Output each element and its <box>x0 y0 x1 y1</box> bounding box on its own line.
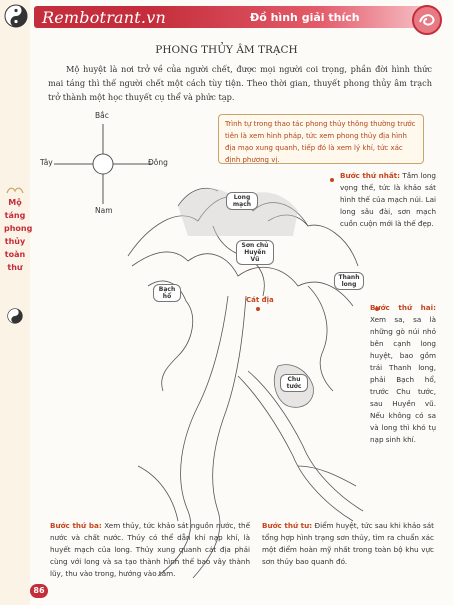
cloud-ornament-icon <box>6 185 24 195</box>
step4-text: Điểm huyệt, tức sau khi khảo sát tổng hợp hình trạng sơn thủy, tìm ra chuẩn xác một điểm hoàn mỹ nhất trong toàn bộ khu vực sơn thủy bao quanh đó. <box>262 521 434 566</box>
step4-pointer <box>256 307 260 311</box>
book-title-line: Mộ <box>8 198 22 207</box>
book-title-line: toàn <box>4 250 26 259</box>
step1-pointer <box>330 178 334 182</box>
step3-title: Bước thứ ba: <box>50 521 102 530</box>
label-cat-dia: Cát địa <box>246 296 274 304</box>
step1-text: Tầm long vọng thế, tức là khảo sát hình thế của mạch núi. Lai long sâu đài, sơn mạch cuồn cuộn mới là thế đẹp. <box>340 171 436 228</box>
label-thanh-long: Thanh long <box>334 272 364 290</box>
procedure-callout: Trình tự trong thao tác phong thủy thông thường trước tiên là xem hình pháp, tức xem phong thủy địa hình địa mạo xung quanh, tiếp đó là xem lý khí, tức xác định phương vị. <box>218 114 424 164</box>
intro-paragraph: Mộ huyệt là nơi trở về của người chết, được mọi người coi trọng, phần đời hình thức mai táng thì thế người chết một cách tùy tiện. Theo thời gian, thuyết phong thủy âm trạch trở thành một học thuyết cụ thể và phức tạp. <box>48 64 432 102</box>
step3-text: Xem thủy, tức khảo sát nguồn nước, thế nước và chất nước. Thủy có thể dẫn khí nạp khí, là huyết mạch của long. Thủy xung quanh cát địa phải cùng với long và sa tạo thành hình thế bao vây thành lũy, thu vào trong, hướng vào tâm. <box>50 521 250 578</box>
yin-yang-icon <box>4 4 28 28</box>
label-long-mach: Long mạch <box>226 192 258 210</box>
book-title-line: thủy <box>4 237 26 246</box>
section-title: Đồ hình giải thích <box>250 11 360 24</box>
compass-south-label: Nam <box>95 206 113 215</box>
label-bach-ho: Bạch hổ <box>153 284 181 302</box>
page-number: 86 <box>30 584 48 598</box>
step1-title: Bước thứ nhất: <box>340 171 400 180</box>
label-son-chu: Sơn chủ Huyền Vũ <box>236 240 274 265</box>
label-chu-tuoc: Chu tước <box>280 374 308 392</box>
step3-block <box>50 520 250 580</box>
step4-block <box>262 520 434 568</box>
step2-text: Xem sa, sa là những gò núi nhỏ bên cạnh long huyệt, bao gồm trái Thanh long, phải Bạch hổ, trước Chu tước, sau Huyền vũ. Nếu không có sa và long thì khó tụ nạp sinh khí. <box>370 315 436 444</box>
step4-title: Bước thứ tư: <box>262 521 313 530</box>
page-title: PHONG THỦY ÂM TRẠCH <box>155 44 298 56</box>
left-margin-strip <box>0 0 33 605</box>
step2-block <box>370 302 436 446</box>
book-title-line: phong <box>4 224 33 233</box>
compass-west-label: Tây <box>40 158 53 167</box>
yin-yang-small-icon <box>7 308 23 324</box>
dragon-emblem-icon <box>412 5 442 35</box>
compass-north-label: Bắc <box>95 111 109 120</box>
book-title-line: táng <box>4 211 26 220</box>
book-title-vertical <box>4 196 33 274</box>
site-logo[interactable]: Rembotrant.vn <box>42 8 166 27</box>
step1-block <box>340 170 436 230</box>
step2-title: Bước thứ hai: <box>370 303 436 312</box>
compass-east-label: Đông <box>148 158 168 167</box>
book-title-line: thư <box>7 263 23 272</box>
